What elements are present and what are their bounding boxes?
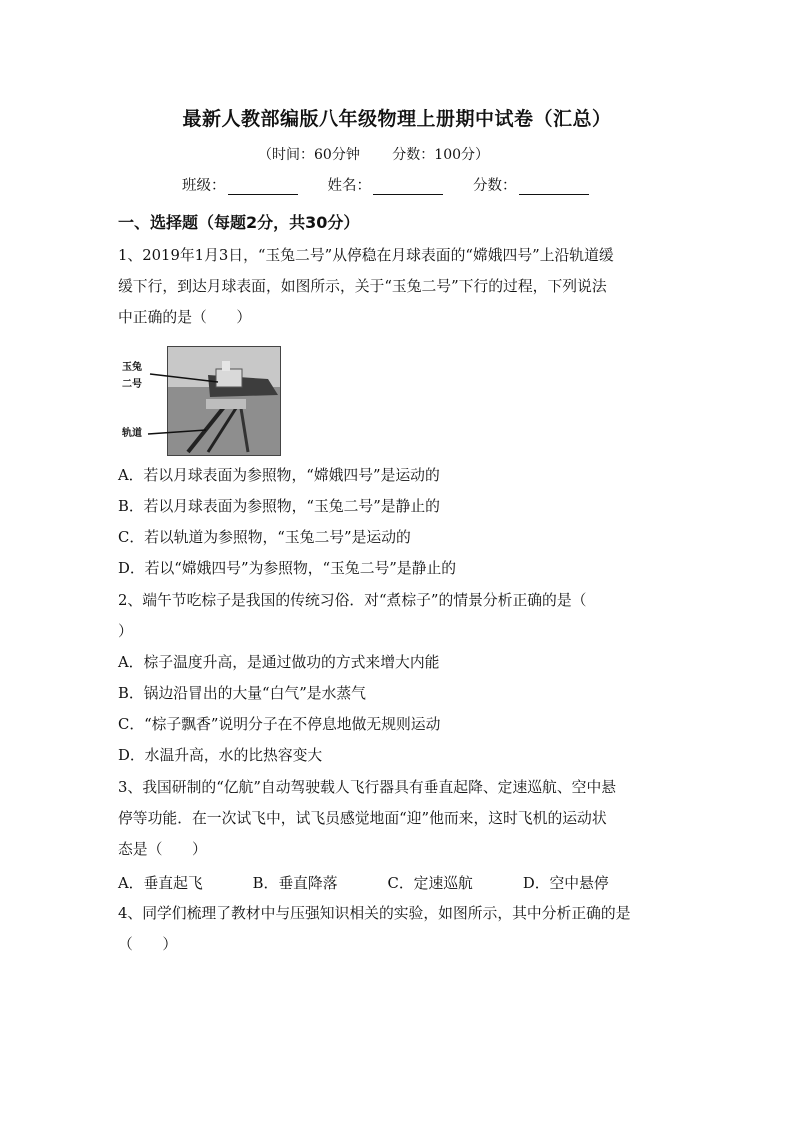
question-4-line-1: 4、同学们梳理了教材中与压强知识相关的实验，如图所示，其中分析正确的是 [118,905,631,922]
page-title: 最新人教部编版八年级物理上册期中试卷（汇总） [182,108,612,130]
question-2-line-2: ） [118,623,133,640]
question-2-option-d[interactable]: D．水温升高，水的比热容变大 [118,747,323,764]
question-2-option-b[interactable]: B．锅边沿冒出的大量“白气”是水蒸气 [118,685,366,702]
question-1-line-1: 1、2019年1月3日，“玉兔二号”从停稳在月球表面的“嫦娥四号”上沿轨道缓 [118,247,614,264]
score-label: 分数： [473,178,517,194]
question-1-option-a[interactable]: A．若以月球表面为参照物，“嫦娥四号”是运动的 [118,467,440,484]
question-3-option-a[interactable]: A．垂直起飞 [118,875,203,892]
section-heading: 一、选择题（每题2分，共30分） [118,213,360,232]
question-3-option-c[interactable]: C．定速巡航 [387,875,473,892]
question-2-option-a[interactable]: A．棕子温度升高，是通过做功的方式来增大内能 [118,654,440,671]
question-2 [118,585,678,647]
question-3-line-2: 停等功能．在一次试飞中，试飞员感觉地面“迎”他而来，这时飞机的运动状 [118,810,607,827]
rover-figure [120,344,282,456]
question-2-option-c[interactable]: C．“棕子飘香”说明分子在不停息地做无规则运动 [118,716,441,733]
question-1-line-2: 缓下行，到达月球表面，如图所示，关于“玉兔二号”下行的过程，下列说法 [118,278,607,295]
question-3-option-d[interactable]: D．空中悬停 [522,875,609,892]
question-3 [118,772,678,865]
question-4-line-2: （ ） [118,936,178,953]
question-1-option-c[interactable]: C．若以轨道为参照物，“玉兔二号”是运动的 [118,529,411,546]
question-3-line-1: 3、我国研制的“亿航”自动驾驶载人飞行器具有垂直起降、定速巡航、空中悬 [118,779,617,796]
question-2-line-1: 2、端午节吃棕子是我国的传统习俗．对“煮棕子”的情景分析正确的是（ [118,592,587,609]
score-field[interactable] [473,174,589,195]
class-label: 班级： [182,178,226,194]
question-1-option-d[interactable]: D．若以“嫦娥四号”为参照物，“玉兔二号”是静止的 [118,560,457,577]
question-3-option-b[interactable]: B．垂直降落 [252,875,338,892]
class-field[interactable] [182,174,298,195]
question-4 [118,898,678,960]
name-blank[interactable] [373,180,443,195]
name-field[interactable] [328,174,444,195]
figure-label-rover-2: 二号 [122,379,142,390]
question-3-line-3: 态是（ ） [118,841,207,858]
time-info: （时间：60分钟 [258,147,360,163]
figure-label-rover-1: 玉兔 [122,362,142,373]
figure-label-track: 轨道 [122,428,142,439]
name-label: 姓名： [327,178,371,194]
question-1-line-3: 中正确的是（ ） [118,309,252,326]
student-info-fields [182,174,619,195]
question-3-options [118,872,659,893]
figure-pointer-lines [120,344,282,456]
total-score-info: 分数：100分） [392,147,490,163]
exam-info [258,144,517,164]
question-1-option-b[interactable]: B．若以月球表面为参照物，“玉兔二号”是静止的 [118,498,440,515]
class-blank[interactable] [228,180,298,195]
score-blank[interactable] [519,180,589,195]
question-1 [118,240,678,333]
